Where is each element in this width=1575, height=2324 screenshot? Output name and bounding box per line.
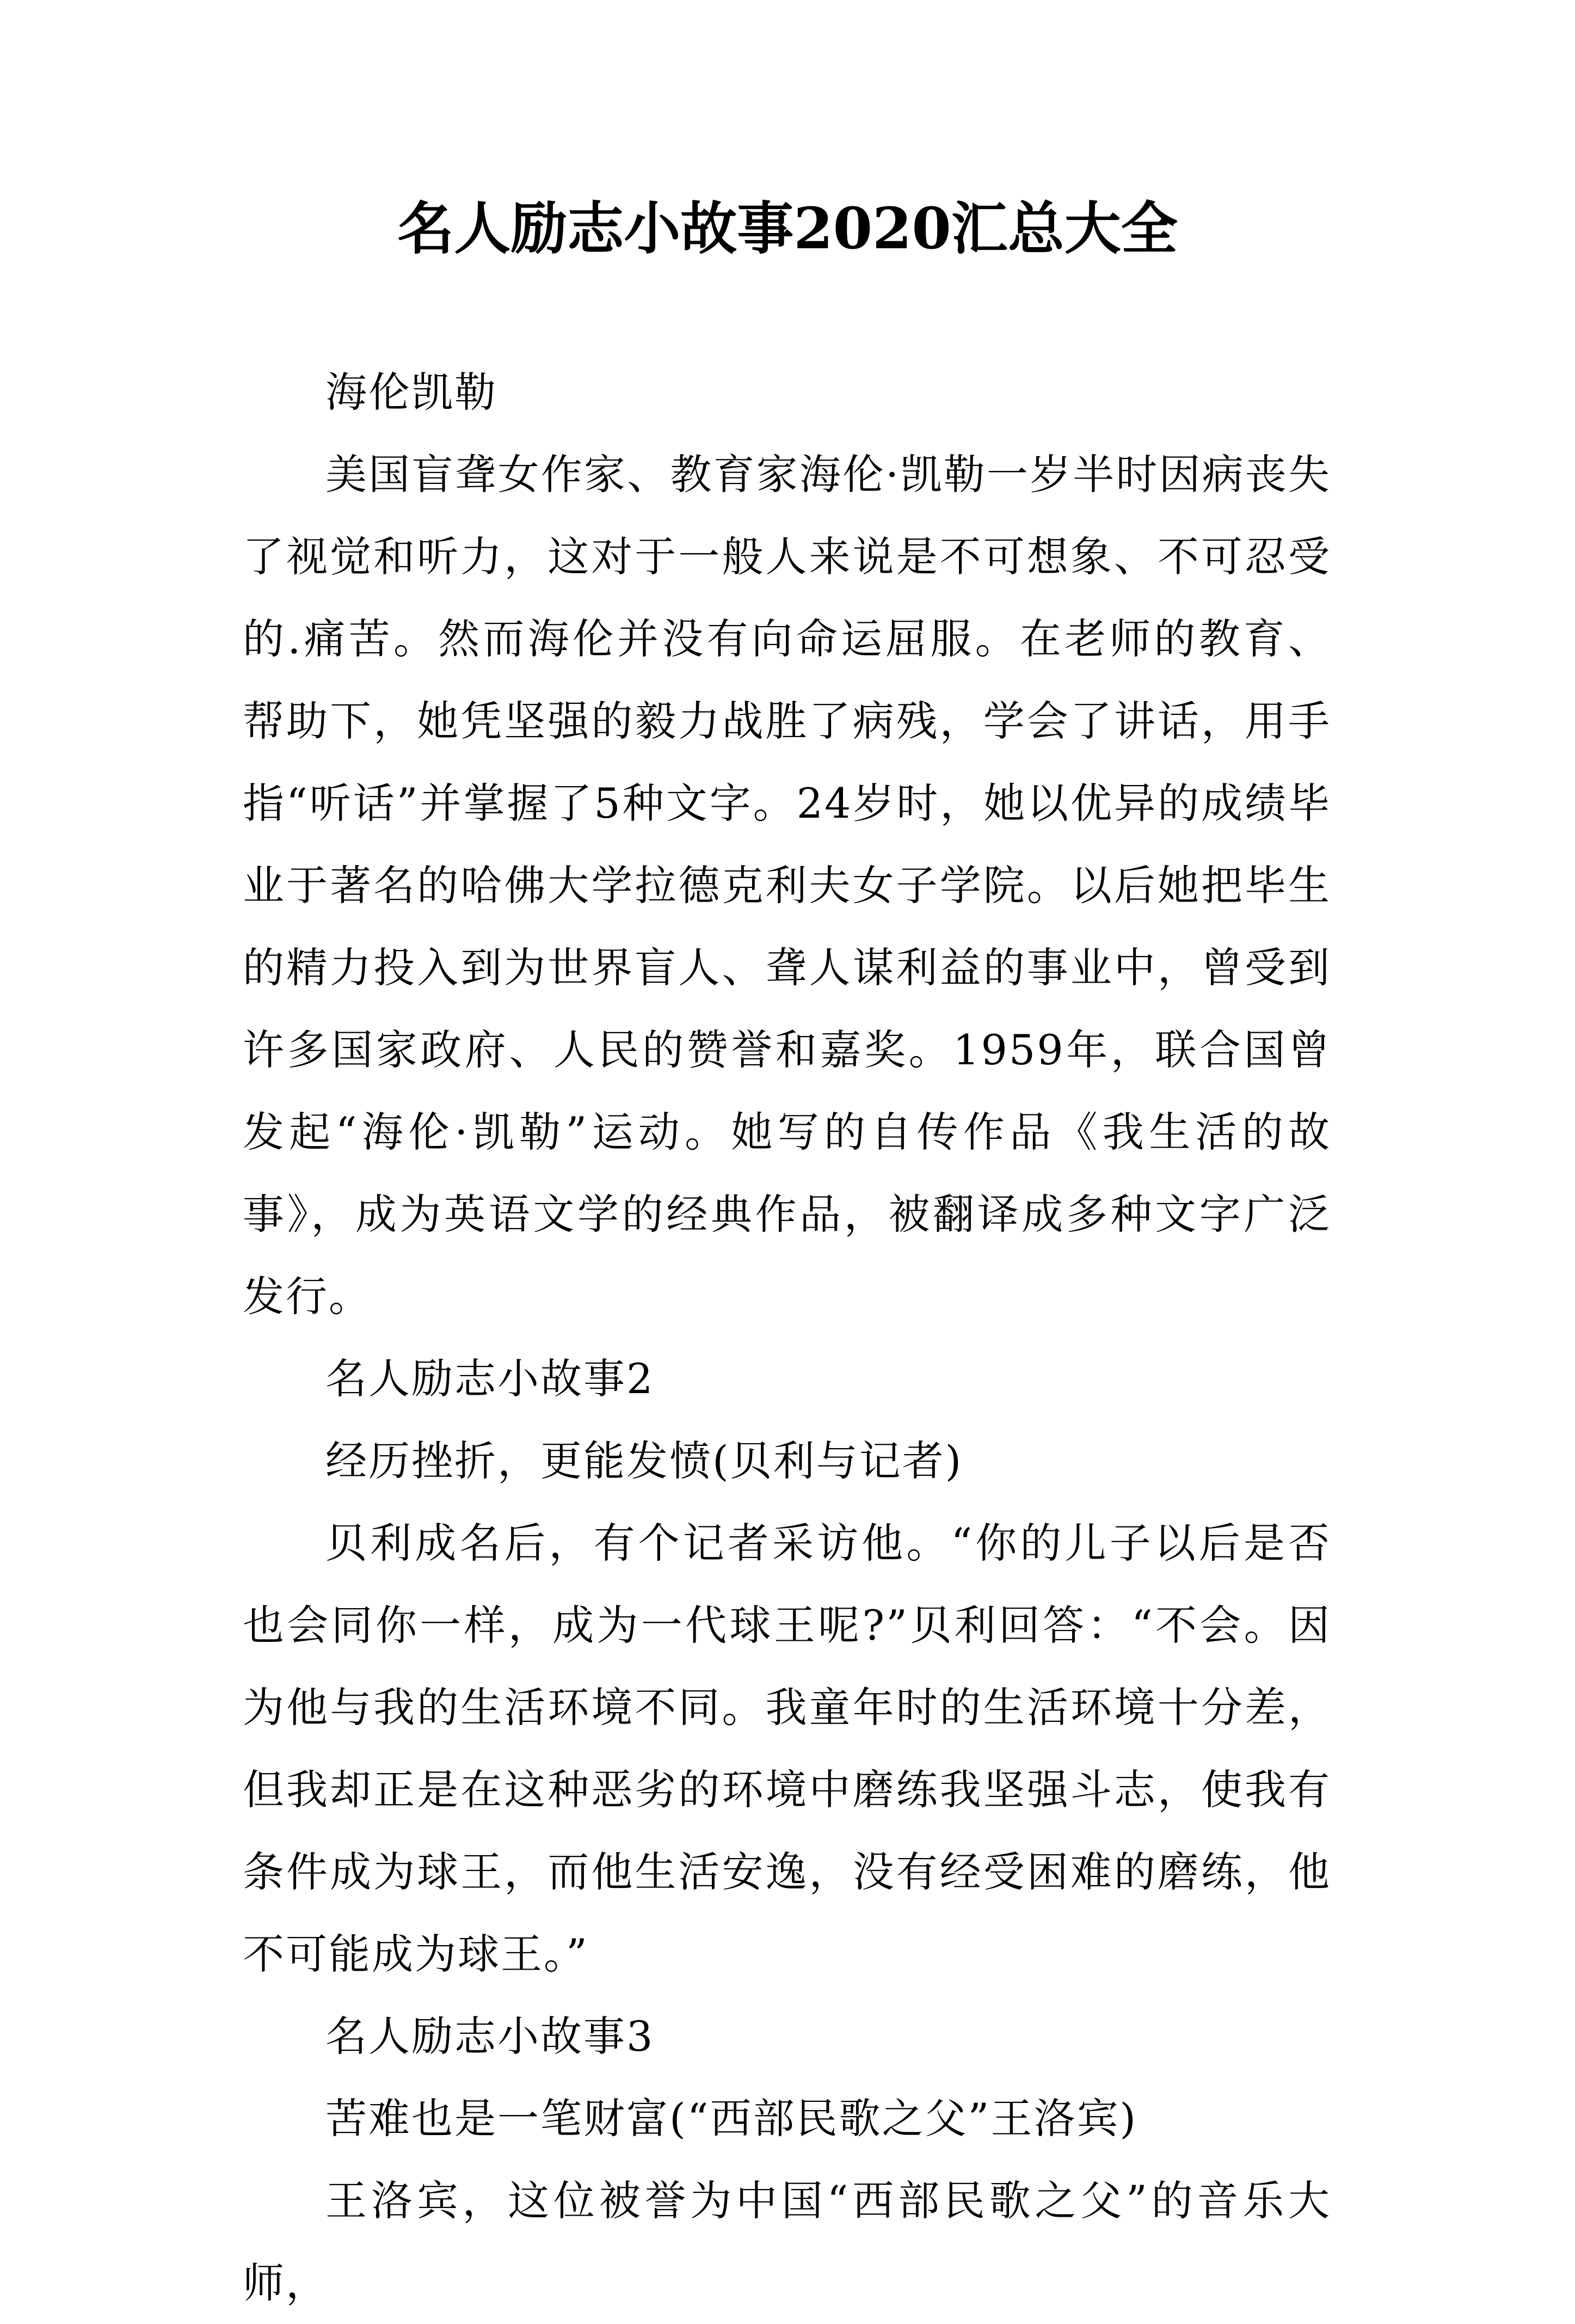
subheading-pele: 经历挫折，更能发愤(贝利与记者) — [325, 1437, 963, 1485]
paragraph-pele: 贝利成名后，有个记者采访他。“你的儿子以后是否也会同你一样，成为一代球王呢?”贝利回答：“不会。因为他与我的生活环境不同。我童年时的生活环境十分差，但我却正是在这种恶劣的环境中磨练我坚强斗志，使我有条件成为球王，而他生活安逸，没有经受困难的磨练，他不可能成为球王。” — [243, 1519, 1331, 1978]
paragraph-wang-luobin: 王洛宾，这位被誉为中国“西部民歌之父”的音乐大师， — [243, 2176, 1331, 2307]
heading-helen-keller: 海伦凯勒 — [325, 368, 497, 416]
heading-story-2: 名人励志小故事2 — [325, 1354, 655, 1403]
paragraph-helen-keller: 美国盲聋女作家、教育家海伦·凯勒一岁半时因病丧失了视觉和听力，这对于一般人来说是不可想象、不可忍受的.痛苦。然而海伦并没有向命运屈服。在老师的教育、帮助下，她凭坚强的毅力战胜了病残，学会了讲话，用手指“听话”并掌握了5种文字。24岁时，她以优异的成绩毕业于著名的哈佛大学拉德克利夫女子学院。以后她把毕生的精力投入到为世界盲人、聋人谋利益的事业中，曾受到许多国家政府、人民的赞誉和嘉奖。1959年，联合国曾发起“海伦·凯勒”运动。她写的自传作品《我生活的故事》，成为英语文学的经典作品，被翻译成多种文字广泛发行。 — [243, 450, 1331, 1321]
document-body — [243, 351, 1331, 2324]
subheading-wang-luobin: 苦难也是一笔财富(“西部民歌之父”王洛宾) — [325, 2094, 1138, 2143]
document-title: 名人励志小故事2020汇总大全 — [397, 195, 1178, 262]
heading-story-3: 名人励志小故事3 — [325, 2012, 655, 2061]
